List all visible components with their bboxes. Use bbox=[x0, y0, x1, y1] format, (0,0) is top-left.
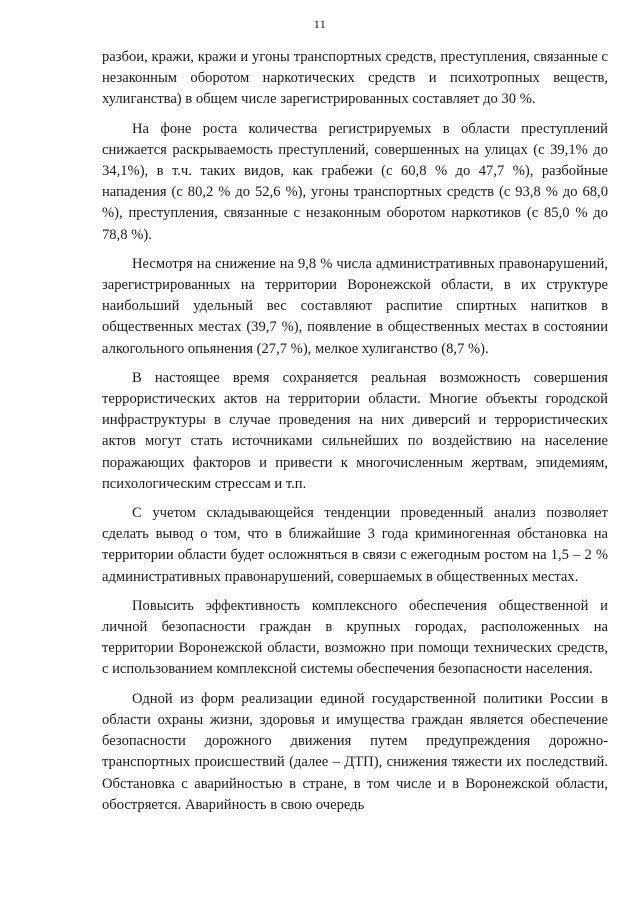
paragraph-3: Несмотря на снижение на 9,8 % числа административных правонарушений, зарегистрированных на территории Воронежской области, в их структуре наибольший удельный вес составляют распитие спиртных напитков в общественных местах (39,7 %), появление в общественных местах в состоянии алкогольного опьянения (27,7 %), мелкое хулиганство (8,7 %). bbox=[102, 255, 608, 357]
paragraph-7: Одной из форм реализации единой государственной политики России в области охраны жизни, здоровья и имущества граждан является обеспечение безопасности дорожного движения путем предупреждения дорожно-транспортных происшествий (далее – ДТП), снижения тяжести их последствий. Обстановка с аварийностью в стране, в том числе и в Воронежской области, обостряется. Аварийность в свою очередь bbox=[102, 690, 608, 813]
page-number: 11 bbox=[313, 17, 327, 31]
paragraph-2: На фоне роста количества регистрируемых в области преступлений снижается раскрываемость преступлений, совершенных на улицах (с 39,1% до 34,1%), в т.ч. таких видов, как грабежи (с 60,8 % до 47,7 %), разбойные нападения (с 80,2 % до 52,6 %), угоны транспортных средств (с 93,8 % до 68,0 %), преступления, связанные с незаконным оборотом наркотиков (с 85,0 % до 78,8 %). bbox=[102, 120, 608, 243]
paragraph-4: В настоящее время сохраняется реальная возможность совершения террористических актов на территории области. Многие объекты городской инфраструктуры в случае проведения на них диверсий и террористических актов могут стать источниками сильнейших по воздействию на население поражающих факторов и привести к многочисленным жертвам, эпидемиям, психологическим стрессам и т.п. bbox=[102, 369, 608, 492]
paragraph-6: Повысить эффективность комплексного обеспечения общественной и личной безопасности граждан в крупных городах, расположенных на территории Воронежской области, возможно при помощи технических средств, с использованием комплексной системы обеспечения безопасности населения. bbox=[102, 597, 608, 678]
paragraph-1: разбои, кражи, кражи и угоны транспортных средств, преступления, связанные с незаконным оборотом наркотических средств и психотропных веществ, хулиганства) в общем числе зарегистрированных составляет до 30 %. bbox=[102, 49, 608, 108]
document-body bbox=[102, 47, 608, 816]
paragraph-5: С учетом складывающейся тенденции проведенный анализ позволяет сделать вывод о том, что в ближайшие 3 года криминогенная обстановка на территории области будет осложняться в связи с ежегодным ростом на 1,5 – 2 % административных правонарушений, совершаемых в общественных местах. bbox=[102, 505, 608, 585]
